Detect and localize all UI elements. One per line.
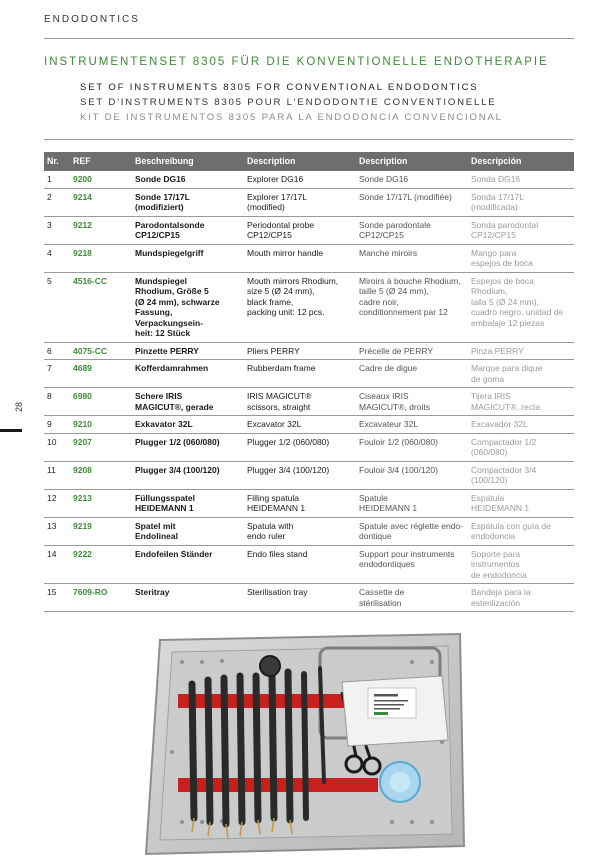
cell-beschreibung: Endofeilen Ständer	[132, 545, 244, 584]
table-header-row	[44, 152, 574, 171]
cell-descripcion: Tijera IRIS MAGICUT®, recta	[468, 388, 574, 416]
cell-description-en: Explorer DG16	[244, 171, 356, 188]
header-ref: REF	[70, 152, 132, 171]
header-beschreibung: Beschreibung	[132, 152, 244, 171]
cell-beschreibung: Steritray	[132, 584, 244, 612]
cell-description-en: Periodontal probe CP12/CP15	[244, 216, 356, 244]
cell-descripcion: Marque para dique de goma	[468, 360, 574, 388]
cell-beschreibung: Plugger 1/2 (060/080)	[132, 433, 244, 461]
cell-ref: 4075-CC	[70, 342, 132, 360]
table-row	[44, 360, 574, 388]
cell-descripcion: Excavador 32L	[468, 416, 574, 434]
cell-beschreibung: Füllungsspatel HEIDEMANN 1	[132, 489, 244, 517]
instrument-set-photo	[142, 632, 470, 860]
page-number: 28	[14, 401, 24, 412]
cell-descripcion: Compactador 1/2 (060/080)	[468, 433, 574, 461]
cell-description-fr: Précelle de PERRY	[356, 342, 468, 360]
cell-beschreibung: Mundspiegel Rhodium, Größe 5 (Ø 24 mm), schwarze Fassung, Verpackungsein- heit: 12 Stück	[132, 272, 244, 342]
cell-nr: 2	[44, 188, 70, 216]
cell-beschreibung: Sonde 17/17L (modifiziert)	[132, 188, 244, 216]
cell-description-fr: Cassette de stérilisation	[356, 584, 468, 612]
cell-ref: 9212	[70, 216, 132, 244]
cell-description-fr: Spatule HEIDEMANN 1	[356, 489, 468, 517]
cell-description-en: Endo files stand	[244, 545, 356, 584]
section-label: ENDODONTICS	[44, 14, 140, 25]
header-nr: Nr.	[44, 152, 70, 171]
cell-nr: 1	[44, 171, 70, 188]
table-row	[44, 188, 574, 216]
table-row	[44, 388, 574, 416]
table-row	[44, 216, 574, 244]
cell-description-fr: Manche miroirs	[356, 244, 468, 272]
cell-description-en: Mouth mirror handle	[244, 244, 356, 272]
cell-beschreibung: Sonde DG16	[132, 171, 244, 188]
table-row	[44, 517, 574, 545]
cell-beschreibung: Plugger 3/4 (100/120)	[132, 461, 244, 489]
table-row	[44, 171, 574, 188]
table-row	[44, 433, 574, 461]
table-row	[44, 461, 574, 489]
table-row	[44, 489, 574, 517]
cell-description-fr: Cadre de digue	[356, 360, 468, 388]
cell-description-en: IRIS MAGICUT® scissors, straight	[244, 388, 356, 416]
cell-ref: 9219	[70, 517, 132, 545]
cell-beschreibung: Mundspiegelgriff	[132, 244, 244, 272]
cell-descripcion: Sonda DG16	[468, 171, 574, 188]
cell-nr: 14	[44, 545, 70, 584]
table-row	[44, 342, 574, 360]
cell-beschreibung: Exkavator 32L	[132, 416, 244, 434]
instrument-table	[44, 152, 574, 612]
cell-description-en: Plugger 1/2 (060/080)	[244, 433, 356, 461]
middle-divider	[44, 139, 574, 140]
subtitle-french: SET D'INSTRUMENTS 8305 POUR L'ENDODONTIE CONVENTIONELLE	[80, 97, 497, 108]
cell-description-fr: Fouloir 3/4 (100/120)	[356, 461, 468, 489]
table-row	[44, 272, 574, 342]
cell-ref: 9208	[70, 461, 132, 489]
mouth-mirror	[260, 656, 280, 676]
cell-ref: 9214	[70, 188, 132, 216]
cell-nr: 8	[44, 388, 70, 416]
cell-descripcion: Compactador 3/4 (100/120)	[468, 461, 574, 489]
cell-ref: 7609-RO	[70, 584, 132, 612]
cell-ref: 9218	[70, 244, 132, 272]
cell-descripcion: Mango para espejos de boca	[468, 244, 574, 272]
cell-ref: 9210	[70, 416, 132, 434]
page-marker	[0, 429, 22, 432]
subtitle-spanish: KIT DE INSTRUMENTOS 8305 PARA LA ENDODONCIA CONVENCIONAL	[80, 112, 503, 123]
table-row	[44, 584, 574, 612]
cell-nr: 4	[44, 244, 70, 272]
cell-nr: 9	[44, 416, 70, 434]
cell-description-en: Spatula with endo ruler	[244, 517, 356, 545]
cell-nr: 11	[44, 461, 70, 489]
cell-description-fr: Support pour instruments endodontiques	[356, 545, 468, 584]
table-row	[44, 244, 574, 272]
table-row	[44, 416, 574, 434]
cell-nr: 7	[44, 360, 70, 388]
cell-description-en: Filling spatula HEIDEMANN 1	[244, 489, 356, 517]
cell-beschreibung: Parodontalsonde CP12/CP15	[132, 216, 244, 244]
cell-description-fr: Sonde DG16	[356, 171, 468, 188]
cell-description-fr: Excavateur 32L	[356, 416, 468, 434]
cell-description-fr: Sonde 17/17L (modifiée)	[356, 188, 468, 216]
cell-description-en: Rubberdam frame	[244, 360, 356, 388]
cell-descripcion: Sonda parodontal CP12/CP15	[468, 216, 574, 244]
cell-description-en: Plugger 3/4 (100/120)	[244, 461, 356, 489]
page-title: INSTRUMENTENSET 8305 FÜR DIE KONVENTIONELLE ENDOTHERAPIE	[44, 56, 549, 68]
cell-descripcion: Soporte para instrumentos de endodoncia	[468, 545, 574, 584]
cell-beschreibung: Kofferdamrahmen	[132, 360, 244, 388]
subtitle-group	[80, 80, 503, 125]
subtitle-english: SET OF INSTRUMENTS 8305 FOR CONVENTIONAL ENDODONTICS	[80, 82, 479, 93]
cell-description-en: Sterilisation tray	[244, 584, 356, 612]
cell-nr: 15	[44, 584, 70, 612]
cell-description-en: Mouth mirrors Rhodium, size 5 (Ø 24 mm), black frame, packing unit: 12 pcs.	[244, 272, 356, 342]
table-row	[44, 545, 574, 584]
cell-ref: 9200	[70, 171, 132, 188]
cell-descripcion: Espejos de boca Rhodium, talla 5 (Ø 24 mm), cuadro negro, unidad de embalaje 12 piezas	[468, 272, 574, 342]
cell-ref: 4516-CC	[70, 272, 132, 342]
cell-nr: 3	[44, 216, 70, 244]
cell-ref: 9222	[70, 545, 132, 584]
cell-nr: 5	[44, 272, 70, 342]
header-description-fr: Description	[356, 152, 468, 171]
cell-description-fr: Ciseaux IRIS MAGICUT®, droits	[356, 388, 468, 416]
cell-beschreibung: Spatel mit Endolineal	[132, 517, 244, 545]
cell-nr: 13	[44, 517, 70, 545]
cell-description-fr: Fouloir 1/2 (060/080)	[356, 433, 468, 461]
cell-descripcion: Pinza PERRY	[468, 342, 574, 360]
cell-descripcion: Bandeja para la esterilización	[468, 584, 574, 612]
cell-descripcion: Espátula con guía de endodoncia	[468, 517, 574, 545]
cell-description-fr: Miroirs à bouche Rhodium, taille 5 (Ø 24 mm), cadre noir, conditionnement par 12	[356, 272, 468, 342]
cell-beschreibung: Schere IRIS MAGICUT®, gerade	[132, 388, 244, 416]
cell-description-fr: Sonde parodontale CP12/CP15	[356, 216, 468, 244]
cell-description-fr: Spatule avec réglette endo- dontique	[356, 517, 468, 545]
cell-ref: 4689	[70, 360, 132, 388]
cell-nr: 10	[44, 433, 70, 461]
cell-beschreibung: Pinzette PERRY	[132, 342, 244, 360]
cell-description-en: Excavator 32L	[244, 416, 356, 434]
cell-ref: 6980	[70, 388, 132, 416]
cell-nr: 6	[44, 342, 70, 360]
cell-ref: 9207	[70, 433, 132, 461]
top-divider	[44, 38, 574, 39]
cell-nr: 12	[44, 489, 70, 517]
header-description-en: Description	[244, 152, 356, 171]
cell-descripcion: Sonda 17/17L (modificada)	[468, 188, 574, 216]
cell-ref: 9213	[70, 489, 132, 517]
cell-description-en: Explorer 17/17L (modified)	[244, 188, 356, 216]
header-descripcion: Descripción	[468, 152, 574, 171]
cell-description-en: Pliers PERRY	[244, 342, 356, 360]
cell-descripcion: Espátula HEIDEMANN 1	[468, 489, 574, 517]
